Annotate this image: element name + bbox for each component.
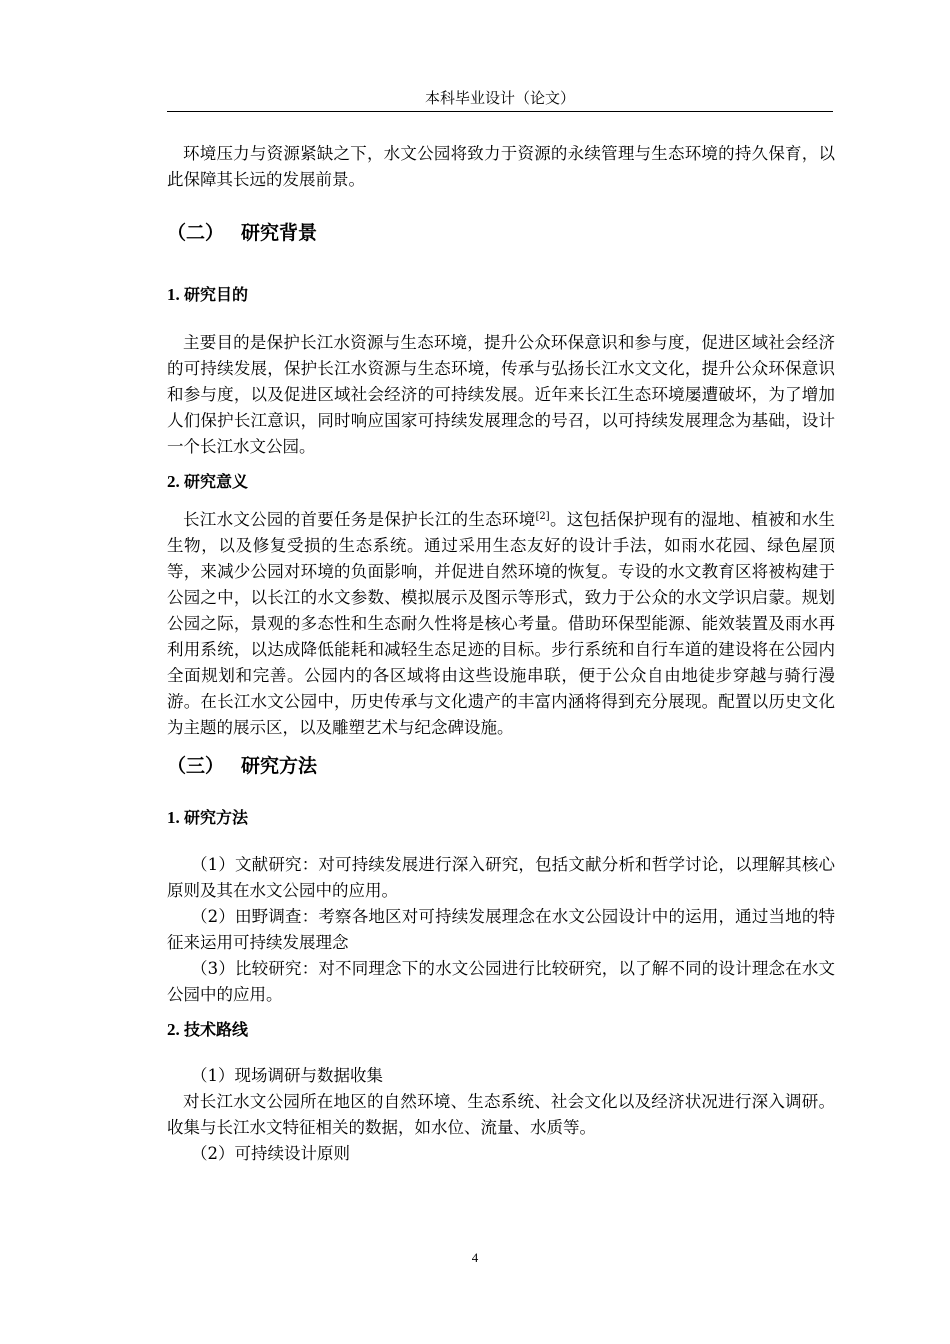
- section-number: （三）: [167, 755, 225, 777]
- method-item-field-survey: （2）田野调查：考察各地区对可持续发展理念在水文公园设计中的运用，通过当地的特征来运用可持续发展理念: [167, 907, 835, 952]
- section-title: 研究方法: [241, 755, 318, 777]
- subheading-number: 1.: [167, 808, 180, 827]
- roadmap-step2-title: （2）可持续设计原则: [191, 1144, 350, 1163]
- research-significance-paragraph: [167, 507, 835, 741]
- research-purpose-paragraph: 主要目的是保护长江水资源与生态环境，提升公众环保意识和参与度，促进区域社会经济的可持续发展，保护长江水资源与生态环境，传承与弘扬长江水文文化，提升公众环保意识和参与度，以及促进区域社会经济的可持续发展。近年来长江生态环境屡遭破坏，为了增加人们保护长江意识，同时响应国家可持续发展理念的号召，以可持续发展理念为基础，设计一个长江水文公园。: [167, 333, 835, 456]
- subheading-research-purpose: [167, 282, 835, 308]
- roadmap-step1-title: （1）现场调研与数据收集: [191, 1066, 383, 1085]
- subheading-title: 研究目的: [184, 285, 249, 304]
- section-heading-methods: [167, 753, 835, 779]
- method-item-comparative: （3）比较研究：对不同理念下的水文公园进行比较研究，以了解不同的设计理念在水文公园中的应用。: [167, 959, 835, 1004]
- method-item-literature: （1）文献研究：对可持续发展进行深入研究，包括文献分析和哲学讨论，以理解其核心原则及其在水文公园中的应用。: [167, 855, 835, 900]
- page-body: [167, 141, 835, 1167]
- significance-text-rest: 。这包括保护现有的湿地、植被和水生生物，以及修复受损的生态系统。通过采用生态友好的设计手法，如雨水花园、绿色屋顶等，来减少公园对环境的负面影响，并促进自然环境的恢复。专设的水文教育区将被构建于公园之中，以长江的水文参数、模拟展示及图示等形式，致力于公众的水文学识启蒙。规划公园之际，景观的多态性和生态耐久性将是核心考量。借助环保型能源、能效装置及雨水再利用系统，以达成降低能耗和减轻生态足迹的目标。步行系统和自行车道的建设将在公园内全面规划和完善。公园内的各区域将由这些设施串联，便于公众自由地徒步穿越与骑行漫游。在长江水文公园中，历史传承与文化遗产的丰富内涵将得到充分展现。配置以历史文化为主题的展示区，以及雕塑艺术与纪念碑设施。: [167, 510, 836, 737]
- subheading-technical-roadmap: [167, 1017, 835, 1043]
- section-heading-background: [167, 220, 835, 246]
- subheading-title: 研究方法: [184, 808, 249, 827]
- subheading-title: 技术路线: [184, 1020, 249, 1039]
- subheading-number: 2.: [167, 1020, 180, 1039]
- significance-text-start: 长江水文公园的首要任务是保护长江的生态环境: [183, 510, 536, 529]
- section-title: 研究背景: [241, 222, 318, 244]
- subheading-title: 研究意义: [184, 472, 249, 491]
- subheading-research-methods: [167, 805, 835, 831]
- page-header: 本科毕业设计（论文）: [424, 89, 575, 107]
- page-number: 4: [471, 1250, 479, 1265]
- subheading-number: 2.: [167, 472, 180, 491]
- subheading-research-significance: [167, 469, 835, 495]
- roadmap-step1-paragraph: 对长江水文公园所在地区的自然环境、生态系统、社会文化以及经济状况进行深入调研。收集与长江水文特征相关的数据，如水位、流量、水质等。: [167, 1092, 835, 1137]
- intro-paragraph: 环境压力与资源紧缺之下，水文公园将致力于资源的永续管理与生态环境的持久保育，以此保障其长远的发展前景。: [167, 144, 835, 189]
- citation-reference: [2]: [535, 511, 550, 522]
- subheading-number: 1.: [167, 285, 180, 304]
- header-divider: [167, 111, 833, 112]
- section-number: （二）: [167, 222, 225, 244]
